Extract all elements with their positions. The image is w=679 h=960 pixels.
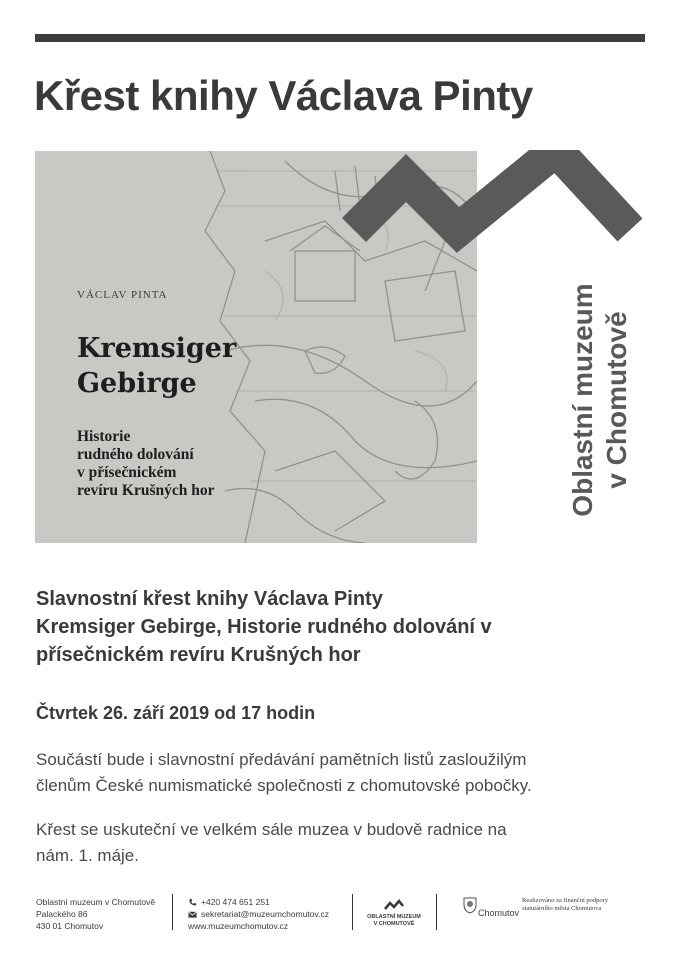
- funding-line: statutárního města Chomutova: [522, 905, 602, 912]
- footer-contacts: [188, 896, 329, 932]
- headline-line: přísečnickém revíru Krušných hor: [36, 644, 361, 666]
- cover-subtitle: [77, 428, 215, 500]
- small-museum-logo-icon: [383, 898, 405, 912]
- event-headline: [36, 585, 492, 669]
- footer: [0, 890, 679, 940]
- event-date: Čtvrtek 26. září 2019 od 17 hodin: [36, 703, 316, 723]
- headline-line: Slavnostní křest knihy Václava Pinty: [36, 588, 383, 610]
- description-line: Součástí bude i slavnostní předávání pamětních listů zasloužilým: [36, 750, 527, 769]
- cover-title-line: Kremsiger: [77, 333, 237, 364]
- address-line: Palackého 86: [36, 909, 88, 919]
- museum-name-line: Oblastní muzeum: [567, 283, 598, 517]
- cover-author: VÁCLAV PINTA: [77, 289, 168, 301]
- address-line: 430 01 Chomutov: [36, 921, 104, 931]
- email-row: [188, 908, 329, 920]
- museum-chevron-logo: [340, 150, 644, 260]
- cover-title: [77, 331, 236, 401]
- footer-divider: [172, 894, 173, 930]
- event-location: [36, 817, 507, 869]
- page-title: Křest knihy Václava Pinty: [34, 72, 533, 119]
- headline-line: Kremsiger Gebirge, Historie rudného dolování v: [36, 616, 492, 638]
- phone-number[interactable]: +420 474 651 251: [201, 897, 270, 907]
- museum-name-line: v Chomutově: [601, 311, 632, 489]
- footer-address: [36, 896, 155, 932]
- top-rule: [35, 34, 645, 42]
- phone-row: [188, 896, 329, 908]
- small-logo-line: V CHOMUTOVĚ: [373, 921, 415, 927]
- funding-line: Realizováno za finanční podpory: [522, 897, 609, 904]
- museum-name-vertical: [566, 283, 634, 516]
- location-line: Křest se uskuteční ve velkém sále muzea v budově radnice na: [36, 820, 507, 839]
- cover-subtitle-line: Historie: [77, 428, 131, 445]
- mail-icon: [188, 910, 197, 919]
- funding-note: [522, 897, 608, 913]
- small-logo-line: OBLASTNÍ MUZEUM: [367, 914, 421, 920]
- cover-subtitle-line: rudného dolování: [77, 446, 194, 463]
- footer-divider: [436, 894, 437, 930]
- footer-divider: [352, 894, 353, 930]
- address-line: Oblastní muzeum v Chomutově: [36, 897, 156, 907]
- web-row: [188, 920, 329, 932]
- city-logo-text: Chomutov: [478, 908, 520, 918]
- cover-subtitle-line: revíru Krušných hor: [77, 482, 215, 499]
- location-line: nám. 1. máje.: [36, 846, 139, 865]
- description-line: členům České numismatické společnosti z chomutovské pobočky.: [36, 776, 532, 795]
- cover-subtitle-line: v přísečnickém: [77, 464, 177, 481]
- web-link[interactable]: www.muzeumchomutov.cz: [188, 921, 288, 931]
- phone-icon: [188, 898, 197, 907]
- small-museum-logo-text: [366, 914, 422, 928]
- cover-title-line: Gebirge: [77, 368, 197, 399]
- city-coat-of-arms-icon: [462, 896, 478, 914]
- event-description: [36, 747, 532, 799]
- email-link[interactable]: sekretariat@muzeumchomutov.cz: [201, 909, 329, 919]
